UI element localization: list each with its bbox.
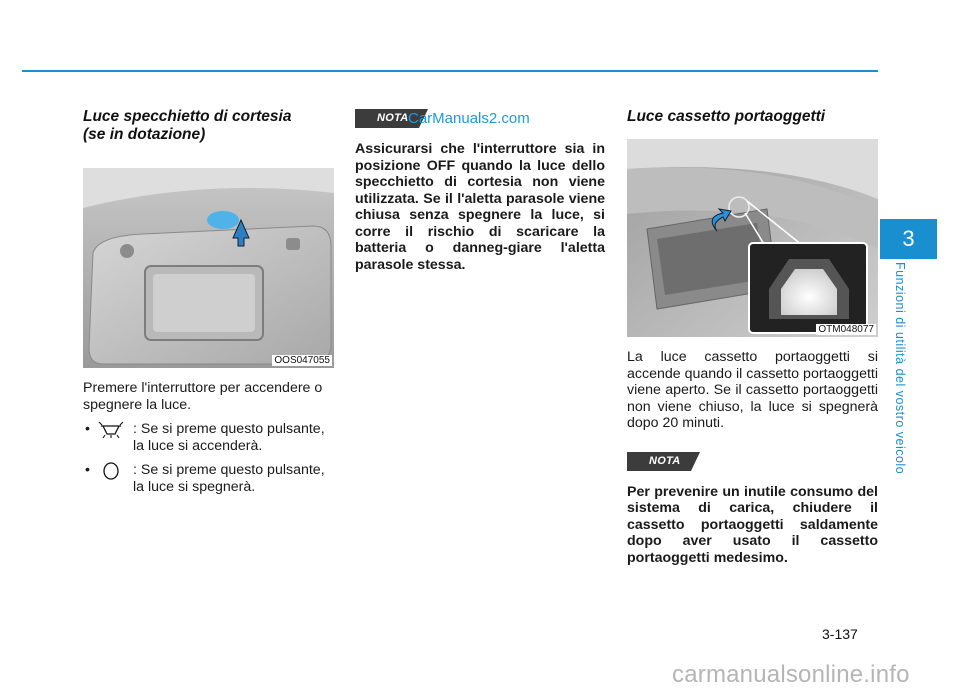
page-number: 3-137	[822, 626, 858, 642]
watermark-link[interactable]: CarManuals2.com	[408, 110, 530, 127]
sun-visor-illustration	[83, 168, 334, 368]
glove-box-section	[627, 108, 878, 566]
figure-code: OTM048077	[818, 324, 874, 335]
vanity-mirror-note-section	[355, 108, 605, 273]
bullet-light-on: • : Se si preme questo pulsante, la luce si accenderà.	[85, 421, 325, 454]
glove-box-heading: Luce cassetto portaoggetti	[627, 108, 826, 125]
vanity-mirror-heading: Luce specchietto di cortesia (se in dotazione)	[83, 108, 292, 143]
nota-badge-1: NOTA	[355, 108, 605, 127]
nota-badge-2: NOTA	[627, 451, 878, 470]
vanity-mirror-instruction: Premere l'interruttore per accendere o spegnere la luce.	[83, 380, 323, 413]
top-divider	[22, 70, 878, 72]
chapter-title-vertical: Funzioni di utilità del vostro veicolo	[893, 262, 907, 475]
chapter-tab: 3	[880, 219, 937, 259]
vanity-mirror-section	[83, 108, 335, 495]
figure-code: OOS047055	[274, 355, 330, 366]
glove-box-illustration	[627, 139, 878, 337]
circle-off-icon	[97, 462, 125, 480]
glove-box-note-text: Per prevenire un inutile consumo del sistema di carica, chiudere il cassetto portaoggetti saldamente dopo aver usato il cassetto portaoggetti medesimo.	[627, 483, 878, 566]
glove-box-figure	[627, 139, 878, 337]
bullet-light-off: • : Se si preme questo pulsante, la luce si spegnerà.	[85, 462, 325, 495]
dome-light-on-icon	[97, 421, 125, 439]
glove-box-description: La luce cassetto portaoggetti si accende quando il cassetto portaoggetti viene aperto. Se il cassetto portaoggetti non viene chiuso, la luce si spegnerà dopo 20 minuti.	[627, 349, 878, 431]
vanity-mirror-note-text: Assicurarsi che l'interruttore sia in posizione OFF quando la luce dello specchietto di cortesia non viene utilizzata. Se il l'aletta parasole viene chiusa senza spegnere la luce, si corre il rischio di scaricare la batteria o danneg-giare l'aletta parasole stessa.	[355, 141, 605, 273]
footer-watermark: carmanualsonline.info	[672, 661, 910, 688]
vanity-mirror-figure	[83, 168, 334, 368]
